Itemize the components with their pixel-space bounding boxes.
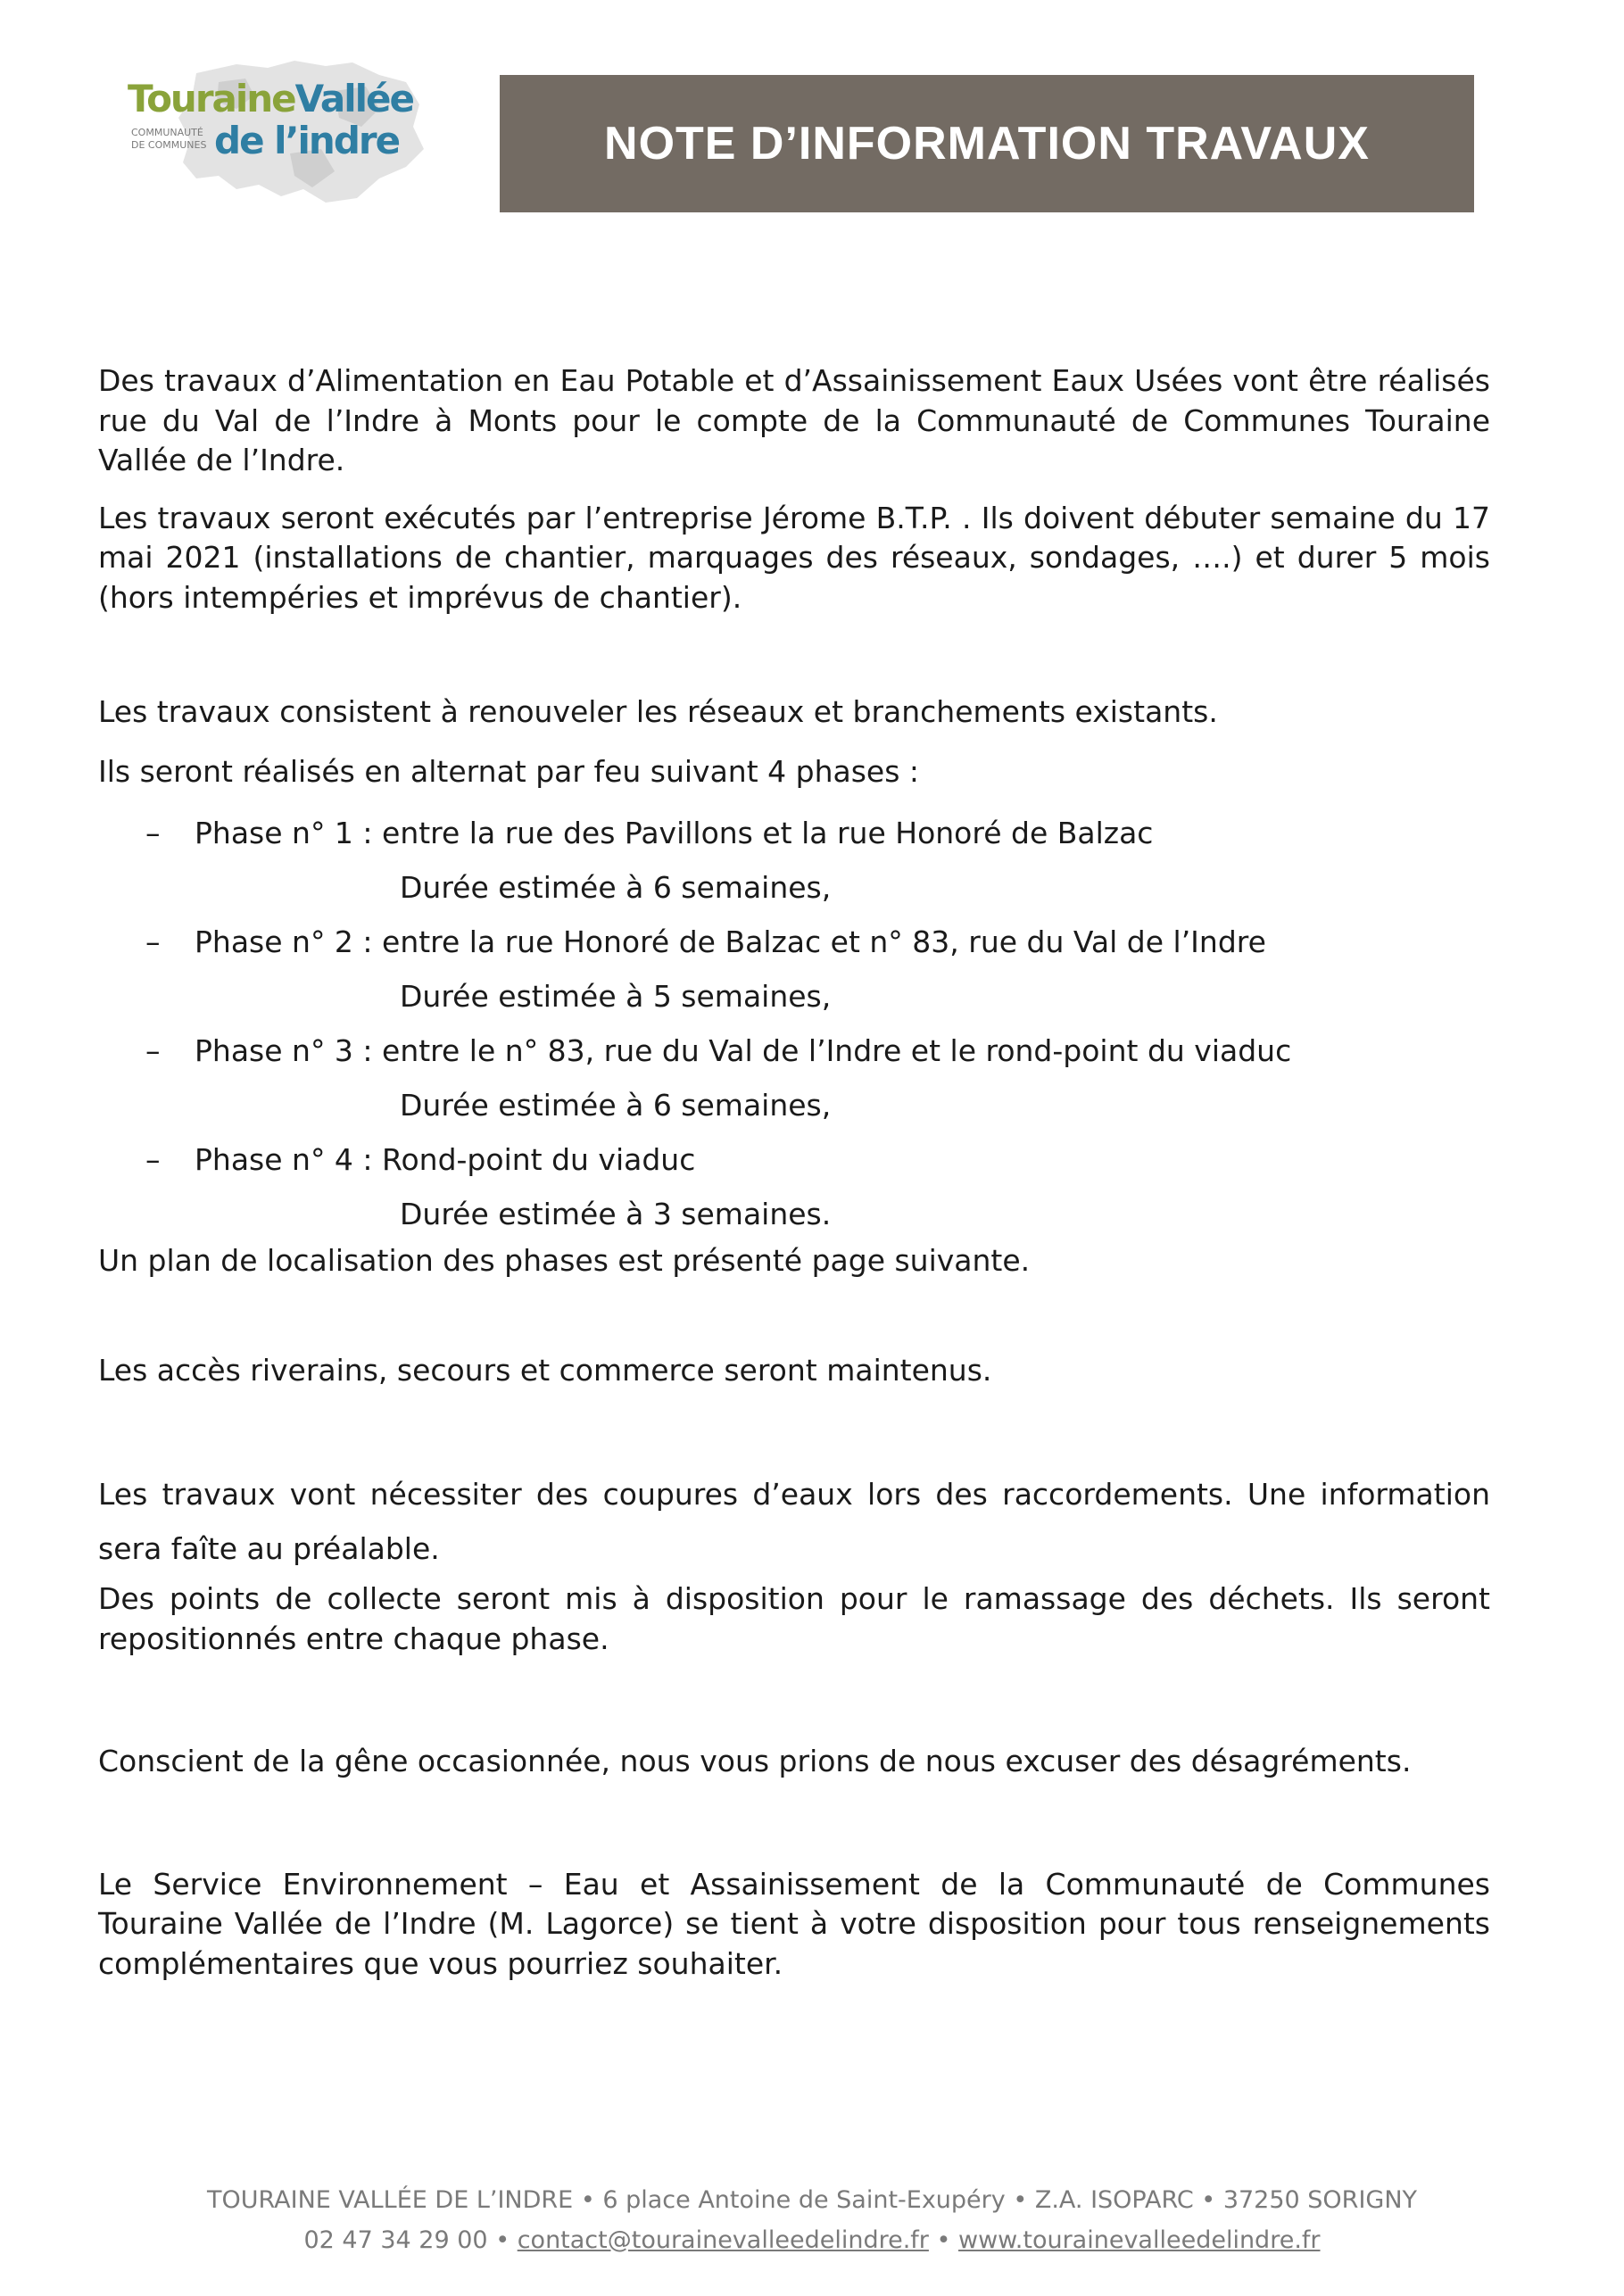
phase-duration: Durée estimée à 6 semaines,	[400, 870, 832, 905]
phase-item	[98, 1024, 1490, 1132]
phase-item	[98, 1132, 1490, 1241]
logo-wordmark-line1	[128, 77, 413, 120]
bullet-dash: –	[145, 924, 161, 959]
phase-label: Phase n° 3 : entre le n° 83, rue du Val de l’Indre et le rond-point du viaduc	[195, 1033, 1292, 1068]
phase-duration: Durée estimée à 3 semaines.	[400, 1197, 832, 1231]
logo-sub-line2: DE COMMUNES	[131, 139, 207, 151]
phase-item	[98, 806, 1490, 915]
logo-sub-line1: COMMUNAUTÉ	[131, 127, 203, 138]
bullet-dash: –	[145, 1033, 161, 1068]
bullet-dash: –	[145, 1142, 161, 1177]
phase-duration: Durée estimée à 6 semaines,	[400, 1088, 832, 1123]
footer-address: TOURAINE VALLÉE DE L’INDRE • 6 place Antoine de Saint-Exupéry • Z.A. ISOPARC • 37250 SORIGNY	[206, 2186, 1418, 2214]
water-cuts-paragraph: Les travaux vont nécessiter des coupures d’eaux lors des raccordements. Une information sera faîte au préalable.	[98, 1477, 1490, 1566]
access-paragraph: Les accès riverains, secours et commerce seront maintenus.	[98, 1352, 992, 1388]
logo	[112, 55, 433, 207]
scope-paragraph: Les travaux consistent à renouveler les réseaux et branchements existants.	[98, 694, 1218, 729]
phases-intro: Ils seront réalisés en alternat par feu suivant 4 phases :	[98, 753, 920, 789]
plan-note: Un plan de localisation des phases est présenté page suivante.	[98, 1243, 1031, 1278]
phases-list	[98, 806, 1490, 1241]
document-body	[98, 361, 1490, 1984]
footer-phone: 02 47 34 29 00	[303, 2226, 488, 2254]
footer-separator: •	[487, 2226, 518, 2254]
phase-label: Phase n° 2 : entre la rue Honoré de Balzac et n° 83, rue du Val de l’Indre	[195, 924, 1266, 959]
bullet-dash: –	[145, 816, 161, 850]
phase-item	[98, 915, 1490, 1024]
logo-word-touraine: Touraine	[128, 77, 295, 120]
footer-contact-line	[0, 2226, 1624, 2254]
intro-paragraph: Des travaux d’Alimentation en Eau Potable et d’Assainissement Eaux Usées vont être réalisés rue du Val de l’Indre à Monts pour le compte de la Communauté de Communes Touraine Vallée de l’Indre.	[98, 363, 1490, 477]
phase-label: Phase n° 4 : Rond-point du viaduc	[195, 1142, 696, 1177]
logo-word-vallee: Vallée	[294, 77, 413, 120]
footer-email-link[interactable]: contact@tourainevalleedelindre.fr	[517, 2226, 929, 2254]
waste-paragraph: Des points de collecte seront mis à disposition pour le ramassage des déchets. Ils seront repositionnés entre chaque phase.	[98, 1581, 1490, 1656]
schedule-paragraph: Les travaux seront exécutés par l’entreprise Jérome B.T.P. . Ils doivent débuter semaine du 17 mai 2021 (installations de chantier, marquages des réseaux, sondages, ….) et durer 5 mois (hors intempéries et imprévus de chantier).	[98, 500, 1490, 615]
logo-subtitle	[131, 127, 206, 152]
contact-paragraph: Le Service Environnement – Eau et Assainissement de la Communauté de Communes Touraine Vallée de l’Indre (M. Lagorce) se tient à votre disposition pour tous renseignements complémentaires que vous pourriez souhaiter.	[98, 1866, 1490, 1981]
document-title: NOTE D’INFORMATION TRAVAUX	[500, 75, 1474, 212]
logo-wordmark-line2: de l’indre	[214, 119, 400, 162]
apology-paragraph: Conscient de la gêne occasionnée, nous vous prions de nous excuser des désagréments.	[98, 1744, 1412, 1778]
phase-duration: Durée estimée à 5 semaines,	[400, 979, 832, 1014]
footer-separator: •	[928, 2226, 958, 2254]
phase-label: Phase n° 1 : entre la rue des Pavillons et la rue Honoré de Balzac	[195, 816, 1154, 850]
footer-website-link[interactable]: www.tourainevalleedelindre.fr	[958, 2226, 1321, 2254]
